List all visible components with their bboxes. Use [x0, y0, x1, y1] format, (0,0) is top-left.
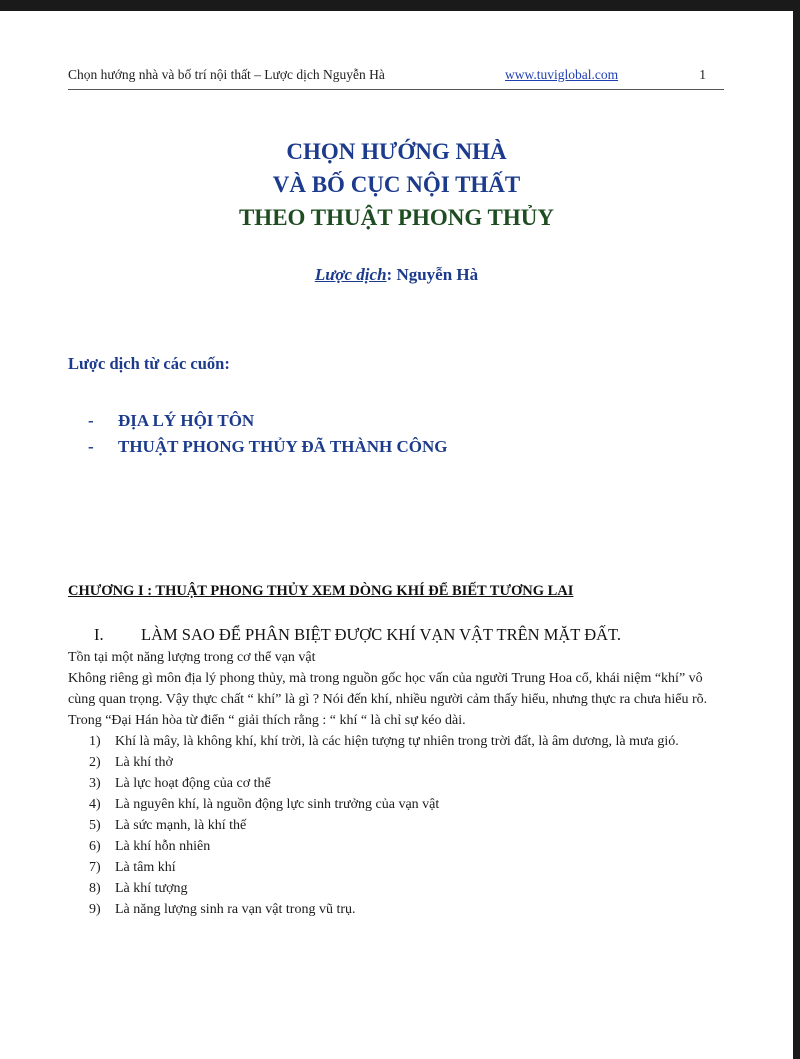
list-item-number: 8) — [89, 881, 101, 896]
translator-separator: : — [386, 265, 397, 284]
page-number: 1 — [699, 67, 706, 82]
source-item-text: THUẬT PHONG THỦY ĐÃ THÀNH CÔNG — [118, 437, 448, 456]
list-item — [68, 731, 728, 752]
list-item-number: 2) — [89, 755, 101, 770]
list-item — [68, 899, 728, 920]
list-item-text: Là sức mạnh, là khí thế — [115, 818, 247, 833]
list-item — [68, 752, 728, 773]
document-page — [0, 11, 793, 1059]
list-item — [68, 794, 728, 815]
list-item — [68, 836, 728, 857]
list-item-text: Là tâm khí — [115, 860, 176, 875]
list-item-text: Là năng lượng sinh ra vạn vật trong vũ trụ. — [115, 902, 356, 917]
source-item — [88, 434, 448, 460]
list-item-text: Là khí tượng — [115, 881, 188, 896]
paragraph: Không riêng gì môn địa lý phong thủy, mà trong nguồn gốc học vấn của người Trung Hoa cổ, khái niệm “khí” vô cùng quan trọng. Vậy thực chất “ khí” là gì ? Nói đến khí, nhiều người cảm thấy hiểu, nhưng thực ra chưa hiểu rõ. — [68, 671, 708, 707]
section-number: I. — [94, 625, 104, 644]
list-item-text: Là khí thở — [115, 755, 173, 770]
source-bullet: - — [88, 437, 94, 456]
list-item — [68, 857, 728, 878]
list-item-number: 4) — [89, 797, 101, 812]
list-item-number: 9) — [89, 902, 101, 917]
paragraph: Tồn tại một năng lượng trong cơ thể vạn vật — [68, 650, 316, 665]
list-item-number: 5) — [89, 818, 101, 833]
title-line-1: CHỌN HƯỚNG NHÀ — [286, 139, 507, 164]
sources-label: Lược dịch từ các cuốn: — [68, 354, 230, 373]
chapter-heading: CHƯƠNG I : THUẬT PHONG THỦY XEM DÒNG KHÍ ĐỂ BIẾT TƯƠNG LAI — [68, 583, 574, 599]
list-item-text: Là lực hoạt động của cơ thể — [115, 776, 271, 791]
header-title: Chọn hướng nhà và bố trí nội thất – Lược dịch Nguyễn Hà — [68, 67, 385, 82]
title-line-2: VÀ BỐ CỤC NỘI THẤT — [272, 172, 521, 197]
translator-label: Lược dịch — [314, 265, 387, 284]
section-title: LÀM SAO ĐỂ PHÂN BIỆT ĐƯỢC KHÍ VẠN VẬT TRÊN MẶT ĐẤT. — [141, 625, 622, 644]
document-title — [0, 135, 793, 234]
source-item-text: ĐỊA LÝ HỘI TÔN — [118, 411, 255, 430]
page-header — [68, 63, 724, 90]
header-website-link[interactable]: www.tuviglobal.com — [505, 67, 619, 82]
list-item-text: Khí là mây, là không khí, khí trời, là các hiện tượng tự nhiên trong trời đất, là âm dương, là mưa gió. — [115, 734, 679, 749]
list-item — [68, 878, 728, 899]
source-item — [88, 408, 448, 434]
list-item-number: 3) — [89, 776, 101, 791]
translator-credit — [0, 265, 793, 285]
definition-list — [68, 731, 728, 920]
list-item-text: Là khí hỗn nhiên — [115, 839, 211, 854]
source-bullet: - — [88, 411, 94, 430]
body-text — [68, 647, 728, 920]
list-item — [68, 815, 728, 836]
list-item-text: Là nguyên khí, là nguồn động lực sinh trưởng của vạn vật — [115, 797, 440, 812]
list-item-number: 7) — [89, 860, 101, 875]
list-item — [68, 773, 728, 794]
list-item-number: 1) — [89, 734, 101, 749]
translator-name: Nguyễn Hà — [396, 265, 479, 284]
list-item-number: 6) — [89, 839, 101, 854]
section-heading — [94, 625, 621, 645]
sources-list — [88, 408, 448, 460]
title-line-3: THEO THUẬT PHONG THỦY — [238, 205, 555, 230]
paragraph: Trong “Đại Hán hòa từ điển “ giải thích rằng : “ khí “ là chỉ sự kéo dài. — [68, 713, 466, 728]
